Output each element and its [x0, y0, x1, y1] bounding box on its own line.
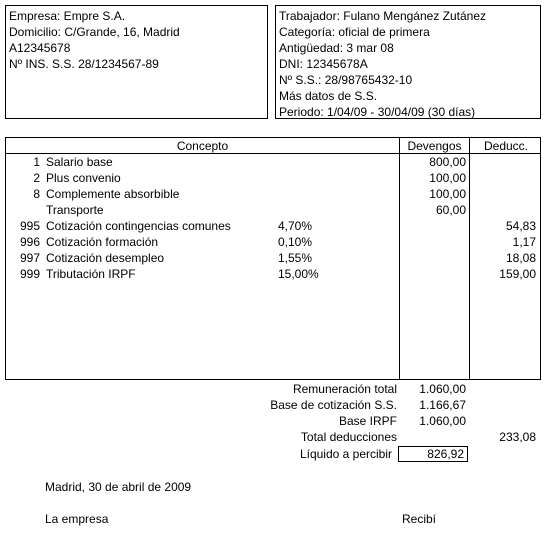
row-deduccion: 54,83 [505, 219, 536, 233]
row-percent: 0,10% [278, 235, 313, 249]
row-concept: Cotización formación [46, 235, 159, 249]
row-concept: Salario base [46, 155, 113, 169]
row-deduccion: 1,17 [512, 235, 536, 249]
row-percent: 1,55% [278, 251, 313, 265]
deducciones-label: Total deducciones [300, 430, 397, 444]
deducciones-value: 233,08 [499, 430, 536, 444]
header-deducc: Deducc. [483, 139, 529, 153]
row-code: 8 [33, 187, 40, 201]
row-devengo: 800,00 [429, 155, 466, 169]
worker-period: Periodo: 1/04/09 - 30/04/09 (30 días) [279, 105, 476, 119]
company-cif: A12345678 [9, 41, 71, 55]
base-irpf-value: 1.060,00 [419, 414, 466, 428]
company-box [5, 5, 268, 119]
row-devengo: 100,00 [429, 171, 466, 185]
company-address: Domicilio: C/Grande, 16, Madrid [9, 25, 180, 39]
row-concept: Plus convenio [46, 171, 121, 185]
footer-received: Recibí [402, 512, 437, 526]
row-code: 996 [19, 235, 40, 249]
concepts-table [5, 137, 541, 380]
row-code: 1 [33, 155, 40, 169]
company-ins: Nº INS. S.S. 28/1234567-89 [9, 57, 159, 71]
remuneracion-value: 1.060,00 [419, 382, 466, 396]
worker-more: Más datos de S.S. [279, 89, 378, 103]
remuneracion-label: Remuneración total [292, 382, 397, 396]
worker-dni: DNI: 12345678A [279, 57, 368, 71]
row-concept: Cotización desempleo [46, 251, 165, 265]
header-concepto: Concepto [176, 139, 229, 153]
liquido-label: Líquido a percibir [299, 447, 392, 461]
row-concept: Transporte [46, 203, 104, 217]
footer-date: Madrid, 30 de abril de 2009 [45, 480, 192, 494]
row-concept: Complemente absorbible [46, 187, 180, 201]
company-name: Empresa: Empre S.A. [9, 9, 126, 23]
row-deduccion: 159,00 [499, 267, 536, 281]
worker-seniority: Antigüedad: 3 mar 08 [279, 41, 394, 55]
row-devengo: 60,00 [435, 203, 466, 217]
row-concept: Cotización contingencias comunes [46, 219, 231, 233]
worker-box [275, 5, 541, 119]
row-code: 999 [19, 267, 40, 281]
worker-name: Trabajador: Fulano Mengánez Zutánez [279, 9, 487, 23]
worker-ss: Nº S.S.: 28/98765432-10 [279, 73, 413, 87]
header-devengos: Devengos [407, 139, 462, 153]
base-irpf-label: Base IRPF [338, 414, 397, 428]
liquido-value: 826,92 [398, 446, 468, 462]
row-percent: 15,00% [278, 267, 319, 281]
base-ss-value: 1.166,67 [419, 398, 466, 412]
worker-category: Categoría: oficial de primera [279, 25, 430, 39]
row-deduccion: 18,08 [505, 251, 536, 265]
row-code: 997 [19, 251, 40, 265]
footer-company-sign: La empresa [45, 512, 109, 526]
row-percent: 4,70% [278, 219, 313, 233]
row-devengo: 100,00 [429, 187, 466, 201]
row-code: 995 [19, 219, 40, 233]
base-ss-label: Base de cotización S.S. [270, 398, 397, 412]
row-concept: Tributación IRPF [46, 267, 136, 281]
row-code: 2 [33, 171, 40, 185]
